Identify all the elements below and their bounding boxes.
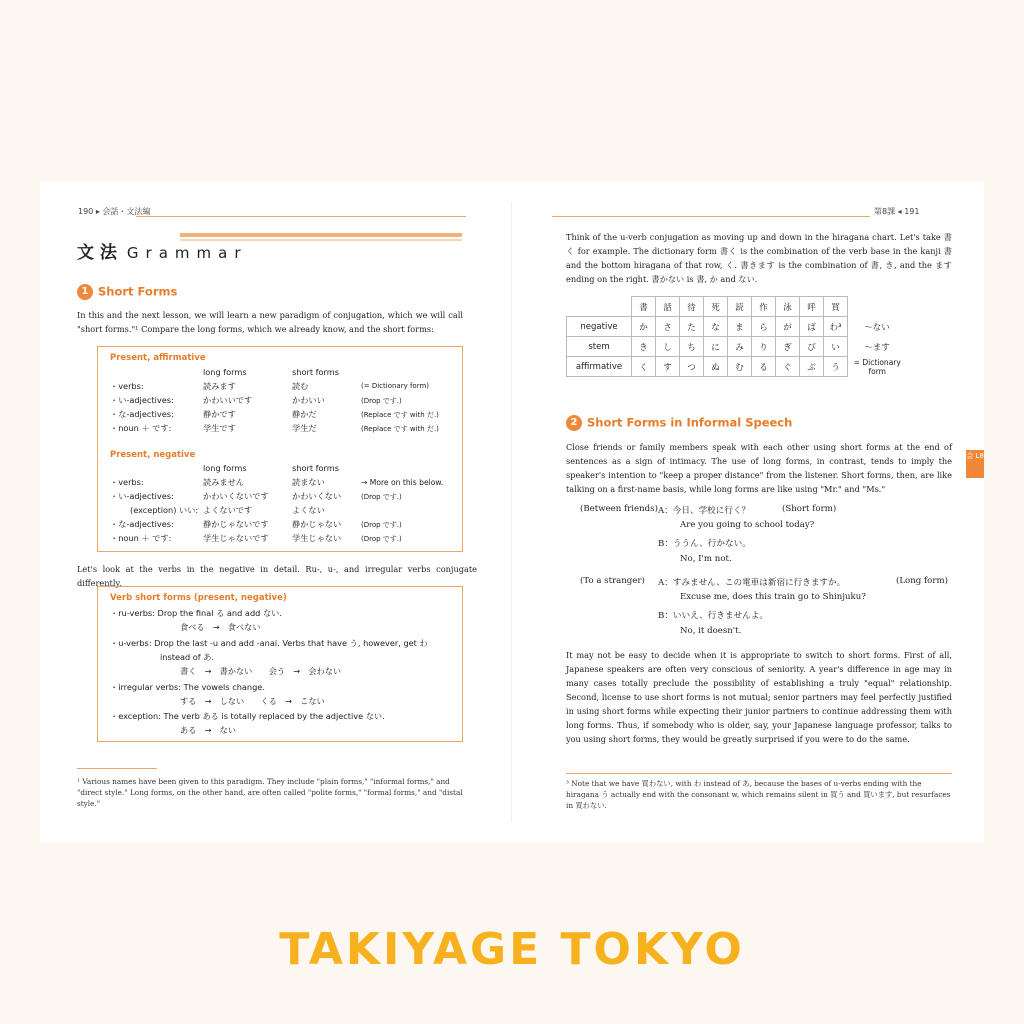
section-1-heading	[77, 284, 177, 300]
aff-row-long: 静かです	[203, 409, 236, 419]
exception-line: ・exception: The verb ある is totally replaced by the adjective ない.	[110, 711, 385, 721]
table-cell: み	[728, 337, 752, 357]
aff-row-short: 静かだ	[292, 409, 317, 419]
table-cell: ち	[680, 337, 704, 357]
book-spread	[40, 182, 984, 842]
dialogue-a2-translation: Excuse me, does this train go to Shinjuku?	[680, 592, 866, 602]
neg-row-short: 静かじゃない	[292, 519, 342, 529]
neg-row-note: (Drop です.)	[361, 493, 402, 501]
box1-heading-affirmative: Present, affirmative	[110, 353, 206, 363]
aff-row-short: かわいい	[292, 395, 325, 405]
table-cell: ま	[728, 317, 752, 337]
table-row	[567, 317, 907, 337]
box2-heading: Verb short forms (present, negative)	[110, 593, 287, 603]
neg-row-short: かわいくない	[292, 491, 342, 501]
box1-heading-negative: Present, negative	[110, 450, 196, 460]
aff-row-short: 学生だ	[292, 423, 317, 433]
neg-row-label: ・noun ＋ です:	[110, 533, 172, 543]
row-label: negative	[567, 317, 632, 337]
table-row	[567, 337, 907, 357]
table-cell: ら	[752, 317, 776, 337]
neg-row-short: 読まない	[292, 477, 325, 487]
table-cell: る	[752, 357, 776, 377]
row-label: affirmative	[567, 357, 632, 377]
table-head-cell: 待	[680, 297, 704, 317]
brand-wordmark: TAKIYAGE TOKYO	[279, 924, 745, 975]
dialogue-context-1: (Between friends)	[580, 504, 658, 514]
neg-row-short: 学生じゃない	[292, 533, 342, 543]
table-cell: ぶ	[800, 357, 824, 377]
left-top-rule	[136, 216, 466, 217]
neg-row-short: よくない	[292, 505, 325, 515]
right-top-rule	[552, 216, 870, 217]
table-cell: び	[800, 337, 824, 357]
right-footnote: ³ Note that we have 買わない, with わ instead of あ, because the bases of u-verbs ending with the hiragana う actually end with the consonant w, which remains silent in 買う and 買います, but resurfaces in 買わない.	[566, 779, 951, 810]
ru-verb-example: 食べる → 食べない	[180, 622, 261, 632]
grammar-title-jp: 文 法	[77, 243, 117, 263]
informal-paragraph: Close friends or family members speak with each other using short forms at the end of sentences as a sign of intimacy. The use of long forms, in contrast, tends to imply the speaker's intention to "keep a proper distance" from the listener. Short forms, then, are like talking on a first-name basis, while long forms are like using "Mr." and "Ms."	[566, 442, 952, 494]
irregular-verb-example: する → しない くる → こない	[180, 696, 325, 706]
title-bar	[180, 233, 462, 237]
table-head-cell: 死	[704, 297, 728, 317]
table-head-cell: 買	[824, 297, 848, 317]
table-cell: た	[680, 317, 704, 337]
section-2-title: Short Forms in Informal Speech	[587, 415, 793, 430]
table-head-cell: 読	[728, 297, 752, 317]
table-cell: が	[776, 317, 800, 337]
section-2-number: 2	[566, 415, 582, 431]
ru-verb-line: ・ru-verbs: Drop the final る and add ない.	[110, 608, 282, 618]
table-cell: き	[632, 337, 656, 357]
col-short-header: short forms	[292, 367, 339, 377]
section-1-title: Short Forms	[98, 284, 178, 299]
table-head-cell: 呼	[800, 297, 824, 317]
table-cell: か	[632, 317, 656, 337]
dialogue-a1-note: (Short form)	[782, 504, 837, 514]
table-cell: つ	[680, 357, 704, 377]
left-footnote: ¹ Various names have been given to this paradigm. They include "plain forms," "informal forms," and "direct style." Long forms, on the other hand, are often called "polite forms," "formal forms," and "distal style."	[77, 777, 463, 808]
conjugation-table	[566, 296, 907, 377]
table-cell: い	[824, 337, 848, 357]
neg-row-long: 学生じゃないです	[203, 533, 269, 543]
table-row	[567, 357, 907, 377]
table-cell: う	[824, 357, 848, 377]
neg-row-label: (exception) いい:	[130, 505, 199, 515]
dialogue-b2: B：いいえ、行きませんよ。	[658, 611, 768, 621]
table-head-cell: 作	[752, 297, 776, 317]
aff-row-note: (Replace です with だ.)	[361, 411, 439, 419]
table-head-cell: 書	[632, 297, 656, 317]
section-2-heading	[566, 415, 792, 431]
aff-row-note: (Drop です.)	[361, 397, 402, 405]
seniority-paragraph: It may not be easy to decide when it is appropriate to switch to short forms. First of all, Japanese speakers are often very conscious of seniority. A year's difference in age may in many cases totally preclude the possibility of establishing a truly "equal" relationship. Second, license to use short forms is not mutual; senior partners may feel perfectly justified in using short forms while expecting their junior partners to continue addressing them with long forms. Thus, if somebody who is older, say, your Japanese language professor, talks to you using short forms, they would be greatly surprised if you were to do the same.	[566, 650, 952, 744]
aff-row-label: ・verbs:	[110, 381, 144, 391]
table-cell: ぎ	[776, 337, 800, 357]
aff-row-note: (= Dictionary form)	[361, 382, 430, 390]
table-cell: ば	[800, 317, 824, 337]
aff-row-short: 読む	[292, 381, 309, 391]
irregular-verb-line: ・irregular verbs: The vowels change.	[110, 682, 265, 692]
neg-row-long: 静かじゃないです	[203, 519, 269, 529]
left-running-head: 190 ▸ 会話・文法編	[78, 207, 151, 216]
aff-row-long: 学生です	[203, 423, 236, 433]
table-cell: ぬ	[704, 357, 728, 377]
table-cell: り	[752, 337, 776, 357]
dialogue-a1-translation: Are you going to school today?	[680, 520, 815, 530]
neg-row-label: ・verbs:	[110, 477, 144, 487]
table-header-row	[567, 297, 907, 317]
lesson-tab: 会 L8	[966, 450, 984, 478]
aff-row-label: ・noun ＋ です:	[110, 423, 172, 433]
table-cell: く	[632, 357, 656, 377]
right-intro-paragraph: Think of the u-verb conjugation as moving up and down in the hiragana chart. Let's take 書く for example. The dictionary form 書く is the combination of the verb base in the kanji 書 and the bottom hiragana of that row, く. 書きます is the combination of 書, き, and the ます ending on the right. 書かない is 書, か and ない.	[566, 232, 952, 284]
table-head-cell: 話	[656, 297, 680, 317]
dialogue-a1: A：今日、学校に行く？	[658, 506, 751, 516]
section-1-number: 1	[77, 284, 93, 300]
row-tail: 〜ない	[864, 322, 890, 333]
between-paragraph: Let's look at the verbs in the negative in detail. Ru-, u-, and irregular verbs conjugate differently.	[77, 564, 477, 588]
u-verb-example: 書く → 書かない 会う → 会わない	[180, 666, 342, 676]
aff-row-long: かわいいです	[203, 395, 253, 405]
table-cell: ぐ	[776, 357, 800, 377]
dialogue-a2-note: (Long form)	[896, 576, 948, 586]
intro-paragraph: In this and the next lesson, we will learn a new paradigm of conjugation, which we will call "short forms."¹ Compare the long forms, which we already know, and the short forms:	[77, 310, 463, 334]
row-tail: 〜ます	[864, 342, 890, 353]
right-footnote-rule	[566, 773, 952, 774]
col-long-header: long forms	[203, 367, 247, 377]
dialogue-b1-translation: No, I'm not.	[680, 554, 732, 564]
col-short-header-2: short forms	[292, 463, 339, 473]
table-cell: な	[704, 317, 728, 337]
neg-row-long: よくないです	[203, 505, 253, 515]
aff-row-note: (Replace です with だ.)	[361, 425, 439, 433]
neg-row-label: ・な-adjectives:	[110, 519, 174, 529]
neg-row-label: ・い-adjectives:	[110, 491, 174, 501]
footnote-rule	[77, 768, 157, 769]
neg-row-long: かわいくないです	[203, 491, 269, 501]
table-cell: む	[728, 357, 752, 377]
aff-row-label: ・い-adjectives:	[110, 395, 174, 405]
exception-example: ある → ない	[180, 725, 236, 735]
table-cell: し	[656, 337, 680, 357]
dialogue-a2: A：すみません、この電車は新宿に行きますか。	[658, 578, 846, 588]
dialogue-b1: B：ううん、行かない。	[658, 539, 751, 549]
right-running-head: 第8課 ◂ 191	[874, 207, 920, 216]
dialogue-b2-translation: No, it doesn't.	[680, 626, 742, 636]
col-long-header-2: long forms	[203, 463, 247, 473]
neg-row-note: (Drop です.)	[361, 521, 402, 529]
row-label: stem	[567, 337, 632, 357]
neg-row-note: (Drop です.)	[361, 535, 402, 543]
u-verb-line: ・u-verbs: Drop the last -u and add -anai. Verbs that have う, however, get わ	[110, 638, 428, 648]
grammar-title	[77, 238, 248, 263]
table-cell: に	[704, 337, 728, 357]
table-head-cell: 泳	[776, 297, 800, 317]
table-cell: さ	[656, 317, 680, 337]
aff-row-long: 読みます	[203, 381, 236, 391]
dialogue-context-2: (To a stranger)	[580, 576, 645, 586]
neg-row-long: 読みません	[203, 477, 244, 487]
row-tail: = Dictionary form	[853, 357, 901, 376]
u-verb-line-2: instead of あ.	[160, 652, 215, 662]
neg-row-note: → More on this below.	[361, 478, 444, 487]
grammar-title-en: Grammar	[126, 244, 248, 262]
aff-row-label: ・な-adjectives:	[110, 409, 174, 419]
left-page	[40, 182, 512, 842]
table-cell: す	[656, 357, 680, 377]
table-cell: わ³	[824, 317, 848, 337]
